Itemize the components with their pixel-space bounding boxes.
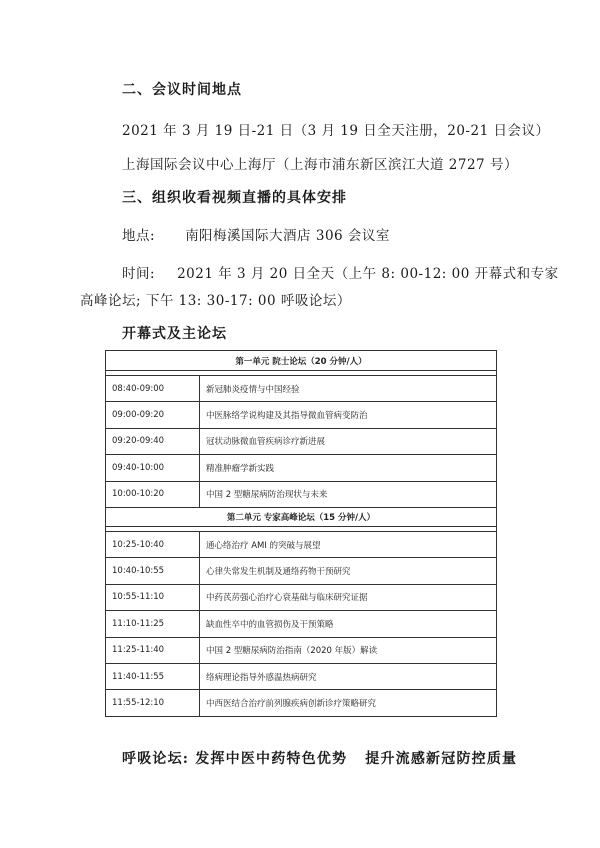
unit-1-header-row — [106, 351, 497, 371]
opening-title: 开幕式及主论坛 — [122, 326, 227, 342]
session-topic: 中西医结合治疗前列腺疾病创新诊疗策略研究 — [200, 690, 497, 716]
table-row — [106, 611, 497, 637]
unit-2-header-row — [106, 507, 497, 526]
table-row — [106, 637, 497, 663]
session-time: 11:25-11:40 — [106, 637, 200, 663]
session-topic: 缺血性卒中的血管损伤及干预策略 — [200, 611, 497, 637]
table-row — [106, 455, 497, 481]
table-row — [106, 481, 497, 507]
respiratory-forum-label: 呼吸论坛: — [122, 751, 190, 767]
session-topic: 络病理论指导外感温热病研究 — [200, 663, 497, 689]
table-row — [106, 663, 497, 689]
table-row — [106, 531, 497, 557]
session-topic: 通心络治疗 AMI 的突破与展望 — [200, 531, 497, 557]
respiratory-forum-line — [122, 748, 517, 768]
time-value-line1: 2021 年 3 月 20 日全天（上午 8: 00-12: 00 开幕式和专家 — [177, 266, 559, 282]
session-topic: 中国 2 型糖尿病防治指南（2020 年版）解读 — [200, 637, 497, 663]
section-2-heading: 二、会议时间地点 — [122, 82, 242, 98]
session-time: 11:55-12:10 — [106, 690, 200, 716]
session-time: 11:40-11:55 — [106, 663, 200, 689]
session-time: 09:20-09:40 — [106, 428, 200, 454]
session-topic: 中药芪苈强心治疗心衰基础与临床研究证据 — [200, 584, 497, 610]
session-topic: 冠状动脉微血管疾病诊疗新进展 — [200, 428, 497, 454]
session-topic: 新冠肺炎疫情与中国经验 — [200, 376, 497, 402]
table-row — [106, 428, 497, 454]
respiratory-forum-theme-1: 发挥中医中药特色优势 — [195, 751, 348, 767]
time-label: 时间: — [122, 266, 156, 282]
table-row — [106, 376, 497, 402]
session-time: 10:00-10:20 — [106, 481, 200, 507]
session-time: 11:10-11:25 — [106, 611, 200, 637]
session-time: 10:25-10:40 — [106, 531, 200, 557]
unit-1-title: 第一单元 院士论坛（20 分钟/人） — [106, 351, 497, 371]
session-topic: 中医脉络学说构建及其指导微血管病变防治 — [200, 402, 497, 428]
session-time: 10:55-11:10 — [106, 584, 200, 610]
unit-2-title: 第二单元 专家高峰论坛（15 分钟/人） — [106, 507, 497, 526]
session-topic: 精准肿瘤学新实践 — [200, 455, 497, 481]
session-time: 09:00-09:20 — [106, 402, 200, 428]
meeting-dates: 2021 年 3 月 19 日-21 日（3 月 19 日全天注册，20-21 日会议） — [122, 123, 550, 139]
location-value: 南阳梅溪国际大酒店 306 会议室 — [185, 228, 390, 244]
location-label: 地点: — [122, 228, 156, 244]
session-time: 10:40-10:55 — [106, 558, 200, 584]
table-row — [106, 558, 497, 584]
section-3-heading: 三、组织收看视频直播的具体安排 — [122, 190, 347, 206]
time-value-line2: 高峰论坛; 下午 13: 30-17: 00 呼吸论坛） — [80, 293, 351, 309]
meeting-venue: 上海国际会议中心上海厅（上海市浦东新区滨江大道 2727 号） — [122, 157, 518, 173]
schedule-table — [105, 350, 497, 717]
session-topic: 中国 2 型糖尿病防治现状与未来 — [200, 481, 497, 507]
location-row — [122, 224, 390, 244]
table-row — [106, 690, 497, 716]
session-topic: 心律失常发生机制及通络药物干预研究 — [200, 558, 497, 584]
session-time: 08:40-09:00 — [106, 376, 200, 402]
time-row — [122, 262, 559, 282]
table-row — [106, 584, 497, 610]
session-time: 09:40-10:00 — [106, 455, 200, 481]
respiratory-forum-theme-2: 提升流感新冠防控质量 — [365, 751, 518, 767]
table-row — [106, 402, 497, 428]
